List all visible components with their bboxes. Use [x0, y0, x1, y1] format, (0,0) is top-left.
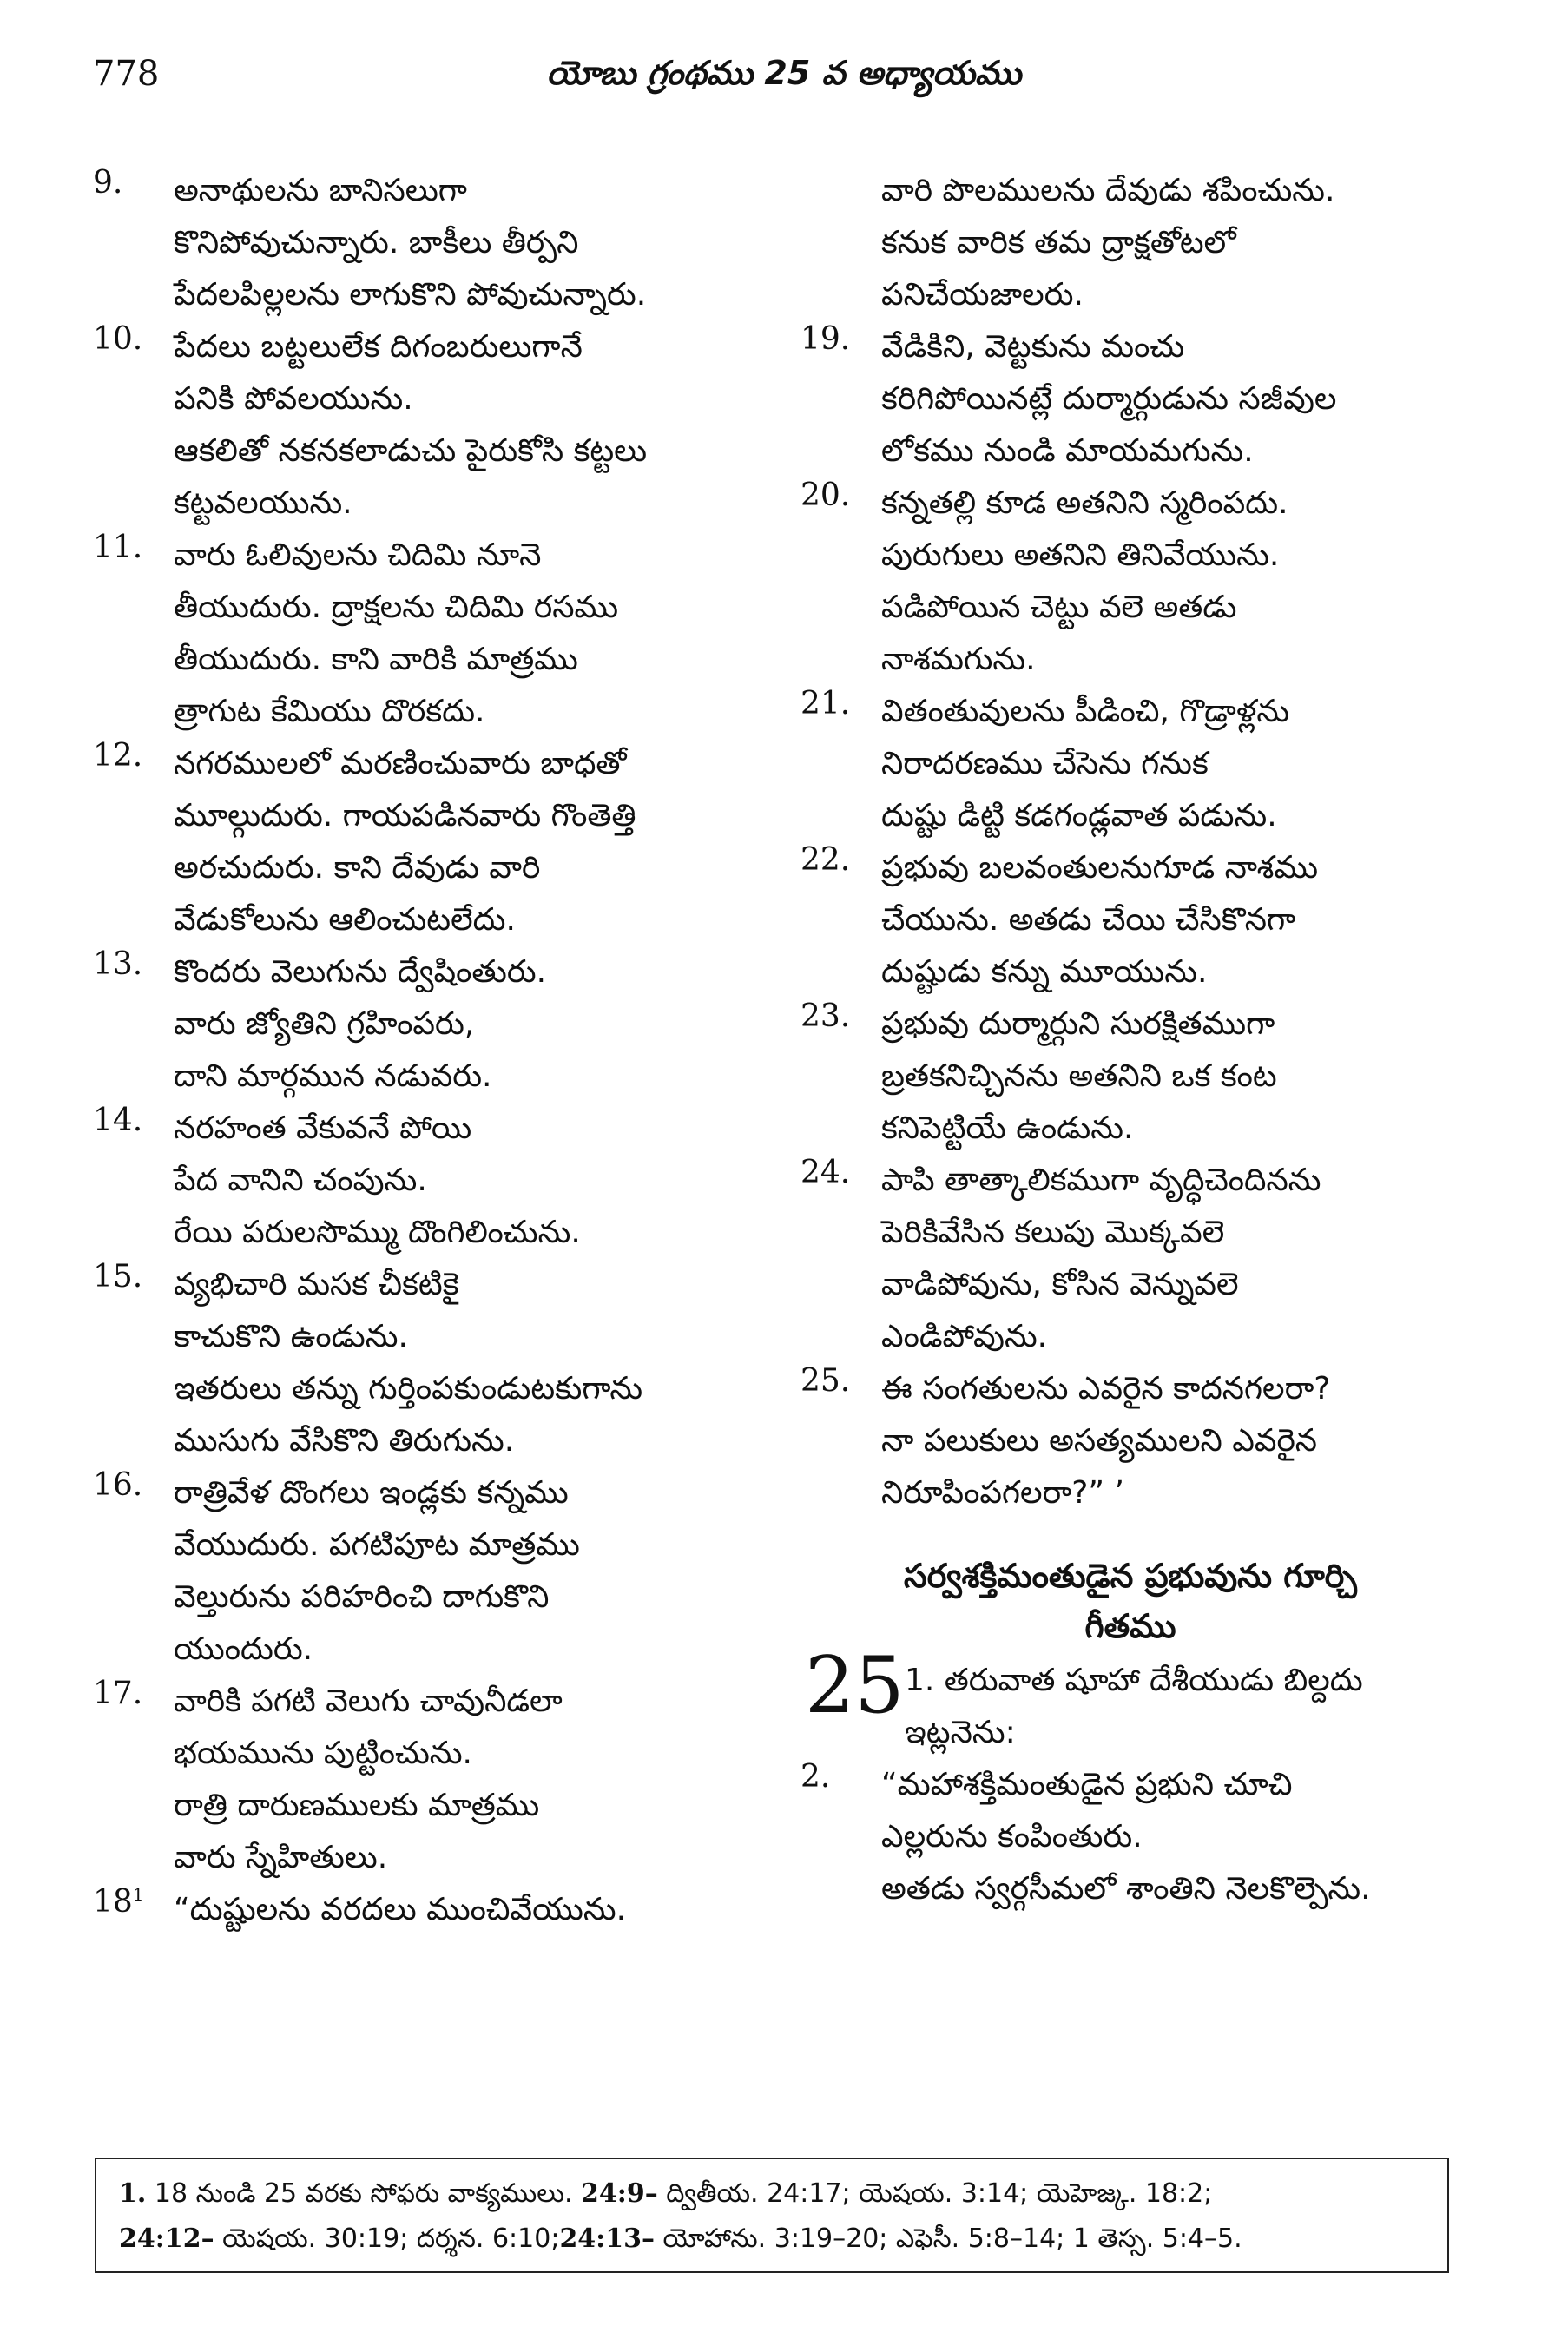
- chapter-number: 25: [805, 1640, 905, 1731]
- verse-line: భయమును పుట్టించును.: [174, 1736, 472, 1771]
- verse-number: 2.: [800, 1759, 831, 1795]
- verse-line: ముసుగు వేసికొని తిరుగును.: [174, 1423, 515, 1459]
- verse-line: వాడిపోవును, కోసిన వెన్నువలె: [881, 1267, 1239, 1302]
- footnote-line-2: [119, 2217, 1425, 2262]
- footnote-box: [95, 2158, 1449, 2273]
- verse-line: ఇట్లనెను:: [905, 1715, 1016, 1750]
- footnote-text: యెషయ. 30:19; దర్శన. 6:10;: [214, 2224, 560, 2254]
- verse-line: వారి పొలములను దేవుడు శపించును.: [881, 173, 1335, 208]
- verse: [93, 946, 753, 1103]
- verse-number: 17.: [93, 1676, 143, 1711]
- verse-line: బ్రతకనిచ్చినను అతనిని ఒక కంట: [881, 1058, 1277, 1094]
- verse-line: చేయును. అతడు చేయి చేసికొనగా: [881, 902, 1296, 938]
- verse-number: 14.: [93, 1103, 143, 1138]
- verse: [93, 738, 753, 946]
- verse: [93, 1676, 753, 1884]
- verse-line: తీయుదురు. కాని వారికి మాత్రము: [174, 642, 578, 677]
- verse-line: వేడుకోలును ఆలించుటలేదు.: [174, 902, 516, 938]
- verse: [93, 321, 753, 530]
- page-header: [0, 54, 1568, 115]
- verse-line: ఇతరులు తన్ను గుర్తింపకుండుటకుగాను: [174, 1371, 643, 1407]
- verse-line: నగరములలో మరణించువారు బాధతో: [174, 746, 627, 781]
- verse-line: కొనిపోవుచున్నారు. బాకీలు తీర్పని: [174, 225, 579, 260]
- section-heading: [800, 1551, 1460, 1651]
- verse-line: నిరూపింపగలరా?” ’: [881, 1475, 1124, 1511]
- verse-line: ఈ సంగతులను ఎవరైన కాదనగలరా?: [881, 1371, 1331, 1407]
- verse-line: త్రాగుట కేమియు దొరకదు.: [174, 694, 485, 729]
- footnote-text: ద్వితీయ. 24:17; యెషయ. 3:14; యెహెజ్క. 18:2;: [657, 2178, 1213, 2209]
- verse-line: రాత్రివేళ దొంగలు ఇండ్లకు కన్నము: [174, 1475, 569, 1511]
- verse: [800, 478, 1460, 686]
- verse-line: ఎండిపోవును.: [881, 1319, 1048, 1354]
- verse-line: పెరికివేసిన కలుపు మొక్కవలె: [881, 1215, 1225, 1250]
- chapter-25-block: [800, 1640, 1460, 1915]
- verse-number: 9.: [93, 165, 123, 201]
- verse-line: రాత్రి దారుణములకు మాత్రము: [174, 1788, 540, 1823]
- verse: [93, 165, 753, 321]
- running-title: యోబు గ్రంథము 25 వ అధ్యాయము: [546, 54, 1022, 92]
- verse-line: మూల్గుదురు. గాయపడినవారు గొంతెత్తి: [174, 798, 636, 833]
- verse-number: 23.: [800, 998, 851, 1034]
- footnote-reference: 1.: [119, 2178, 147, 2209]
- verse: [800, 686, 1460, 842]
- footnote-reference: 24:13–: [559, 2224, 656, 2254]
- verse-line: వారు జ్యోతిని గ్రహింపరు,: [174, 1006, 475, 1042]
- verse-number: 25.: [800, 1363, 851, 1399]
- verse-line: తీయుదురు. ద్రాక్షలను చిదిమి రసము: [174, 590, 619, 625]
- verse-number: 21.: [800, 686, 851, 721]
- verse-line: అతడు స్వర్గసీమలో శాంతిని నెలకొల్పెను.: [881, 1871, 1371, 1907]
- verse-line: యుందురు.: [174, 1631, 313, 1667]
- left-column: [93, 165, 753, 1936]
- verse-number: 22.: [800, 842, 851, 878]
- verse-line: లోకము నుండి మాయమగును.: [881, 433, 1254, 469]
- verse-line: “దుష్టులను వరదలు ముంచివేయును.: [174, 1892, 627, 1927]
- verse-line: పురుగులు అతనిని తినివేయును.: [881, 537, 1280, 573]
- verse-line: నా పలుకులు అసత్యములని ఎవరైన: [881, 1423, 1318, 1459]
- verse-line: దుష్టు డిట్టి కడగండ్లవాత పడును.: [881, 798, 1277, 833]
- verse-line: వేడికిని, వెట్టకును మంచు: [881, 329, 1185, 365]
- verse-line: పేదలపిల్లలను లాగుకొని పోవుచున్నారు.: [174, 277, 647, 313]
- verse-number: 16.: [93, 1467, 143, 1503]
- verse-line: ఆకలితో నకనకలాడుచు పైరుకోసి కట్టలు: [174, 433, 648, 469]
- verse-line: కనిపెట్టియే ఉండును.: [881, 1110, 1134, 1146]
- verse-line: వ్యభిచారి మసక చీకటికై: [174, 1267, 459, 1302]
- footnote-text: 18 నుండి 25 వరకు సోఫరు వాక్యములు.: [146, 2178, 582, 2209]
- verse-number: 10.: [93, 321, 143, 357]
- verse: [800, 842, 1460, 998]
- verse: [93, 1259, 753, 1467]
- verse: [93, 1103, 753, 1259]
- verse-line: నాశమగును.: [881, 642, 1036, 677]
- verse-line: కొందరు వెలుగును ద్వేషింతురు.: [174, 954, 547, 990]
- right-verses: [800, 165, 1460, 1519]
- chapter-verse-2: [800, 1759, 1460, 1915]
- verse-number: 12.: [93, 738, 143, 774]
- verse-line: నరహంత వేకువనే పోయి: [174, 1110, 472, 1146]
- verse: [800, 165, 1460, 321]
- verse-line: పనికి పోవలయును.: [174, 381, 413, 417]
- verse-number: 20.: [800, 478, 851, 513]
- footnote-marker: 1: [132, 1884, 144, 1905]
- verse-number: 11.: [93, 530, 143, 565]
- verse-line: ప్రభువు దుర్మార్గుని సురక్షితముగా: [881, 1006, 1275, 1042]
- footnote-text: యోహాను. 3:19–20; ఎఫెసీ. 5:8–14; 1 తెస్స. 5:4–5.: [655, 2224, 1242, 2254]
- verse-line: ఎల్లరును కంపింతురు.: [881, 1819, 1143, 1855]
- verse-line: కాచుకొని ఉండును.: [174, 1319, 408, 1354]
- verse-line: కట్టవలయును.: [174, 485, 352, 521]
- verse-line: నిరాదరణము చేసెను గనుక: [881, 746, 1209, 781]
- verse-line: కన్నతల్లి కూడ అతనిని స్మరింపదు.: [881, 485, 1288, 521]
- verse: [800, 321, 1460, 478]
- verse-line: పేదలు బట్టలులేక దిగంబరులుగానే: [174, 329, 583, 365]
- verse-line: అనాథులను బానిసలుగా: [174, 173, 467, 208]
- verse-line: వారు ఓలివులను చిదిమి నూనె: [174, 537, 542, 573]
- verse: [93, 1884, 753, 1936]
- verse-line: కనుక వారిక తమ ద్రాక్షతోటలో: [881, 225, 1236, 260]
- verse-number: 15.: [93, 1259, 143, 1295]
- section-heading-line-1: సర్వశక్తిమంతుడైన ప్రభువును గూర్చి: [904, 1557, 1357, 1595]
- verse-line: దాని మార్గమున నడువరు.: [174, 1058, 492, 1094]
- verse-line: వితంతువులను పీడించి, గొడ్రాళ్లను: [881, 694, 1290, 729]
- verse-line: ప్రభువు బలవంతులనుగూడ నాశము: [881, 850, 1319, 886]
- verse: [93, 1467, 753, 1676]
- verse-line: దుష్టుడు కన్ను మూయును.: [881, 954, 1208, 990]
- verse-line: పడిపోయిన చెట్టు వలె అతడు: [881, 590, 1237, 625]
- page-number: 778: [93, 54, 160, 94]
- section-heading-line-2: గీతము: [1084, 1607, 1176, 1645]
- verse-number: 24.: [800, 1155, 851, 1190]
- verse-number: 13.: [93, 946, 143, 982]
- verse-line: పాపి తాత్కాలికముగా వృద్ధిచెందినను: [881, 1163, 1321, 1198]
- verse-line: 1. తరువాత షూహా దేశీయుడు బిల్దదు: [905, 1663, 1363, 1698]
- verse-line: వారికి పగటి వెలుగు చావునీడలా: [174, 1683, 563, 1719]
- verse-line: అరచుదురు. కాని దేవుడు వారి: [174, 850, 541, 886]
- verse: [800, 1155, 1460, 1363]
- verse-line: వెల్తురును పరిహరించి దాగుకొని: [174, 1579, 550, 1615]
- verse-number: $18^1$: [93, 1884, 144, 1920]
- verse-line: పనిచేయజాలరు.: [881, 277, 1084, 313]
- verse: [800, 998, 1460, 1155]
- verse-line: పేద వానిని చంపును.: [174, 1163, 427, 1198]
- verse-line: వారు స్నేహితులు.: [174, 1840, 388, 1875]
- footnote-reference: 24:12–: [119, 2224, 214, 2254]
- right-column: [800, 165, 1460, 1915]
- verse-line: “మహాశక్తిమంతుడైన ప్రభుని చూచి: [881, 1767, 1293, 1802]
- verse: [800, 1363, 1460, 1519]
- verse-line: కరిగిపోయినట్లే దుర్మార్గుడును సజీవుల: [881, 381, 1337, 417]
- footnote-line-1: [119, 2171, 1425, 2217]
- verse-line: వేయుదురు. పగటిపూట మాత్రము: [174, 1527, 580, 1563]
- verse-line: రేయి పరులసొమ్ము దొంగిలించును.: [174, 1215, 581, 1250]
- verse-number: 19.: [800, 321, 851, 357]
- footnote-reference: 24:9–: [581, 2178, 658, 2209]
- verse: [93, 530, 753, 738]
